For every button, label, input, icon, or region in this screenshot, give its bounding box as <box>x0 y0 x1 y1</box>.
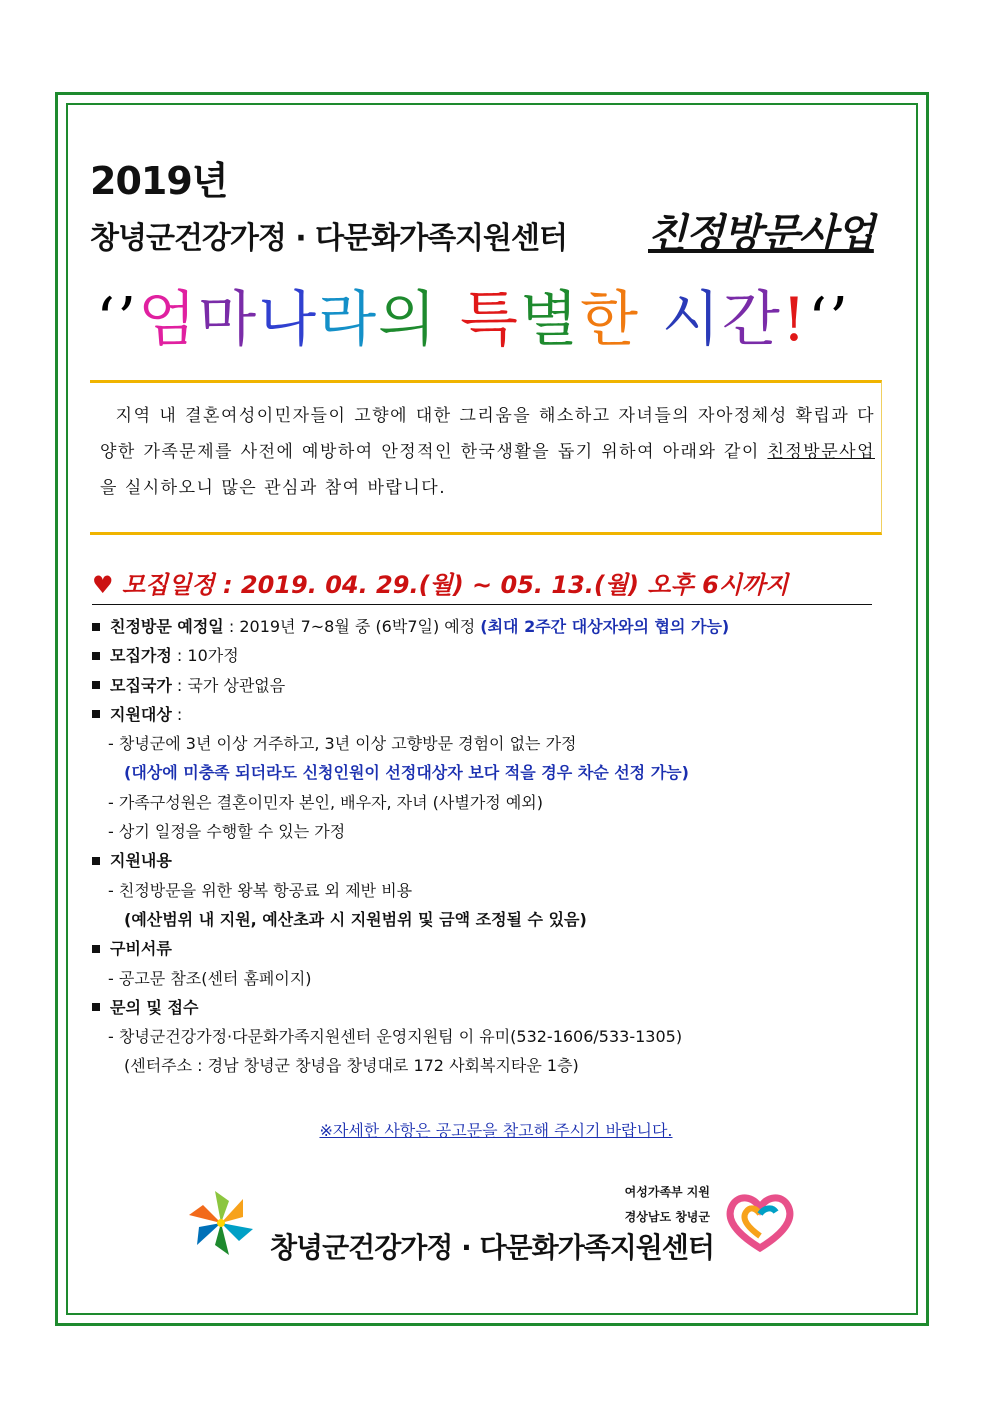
list-item: 친정방문 예정일 : 2019년 7~8월 중 (6박7일) 예정 (최대 2주간 대상자와의 협의 가능) <box>88 612 888 641</box>
reference-note: ※자세한 사항은 공고문을 참고해 주시기 바랍니다. <box>319 1121 673 1140</box>
support-text-2: 경상남도 창녕군 <box>624 1210 710 1224</box>
year-heading: 2019년 <box>90 159 228 203</box>
list-subitem: - 가족구성원은 결혼이민자 본인, 배우자, 자녀 (사별가정 예외) <box>108 792 543 812</box>
slogan-char: 라 <box>318 285 379 355</box>
list-subitem: - 친정방문을 위한 왕복 항공료 외 제반 비용 <box>108 880 413 900</box>
slogan-char: 마 <box>198 285 259 355</box>
list-item: 지원내용 <box>88 846 888 875</box>
list-item: 문의 및 접수 <box>88 993 888 1022</box>
square-bullet-icon <box>92 945 100 953</box>
list-subitem: (센터주소 : 경남 창녕군 창녕읍 창녕대로 172 사회복지타운 1층) <box>124 1056 579 1076</box>
intro-text-1: 지역 내 결혼여성이민자들이 고향에 대한 그리움을 해소하고 자녀들의 자아정체성 확립과 다양한 가족문제를 사전에 예방하여 안정적인 한국생활을 돕기 위하여 아래와 같이 <box>100 406 876 462</box>
list-item: 지원대상 : <box>88 700 888 729</box>
recruit-text: 모집일정 : 2019. 04. 29.(월) ~ 05. 13.(월) 오후 6시까지 <box>121 571 789 599</box>
list-item: 모집가정 : 10가정 <box>88 641 888 670</box>
details-list <box>88 612 888 1081</box>
slogan-char: 의 <box>378 285 438 355</box>
list-subitem: - 상기 일정을 수행할 수 있는 가정 <box>108 822 346 842</box>
intro-highlight: 친정방문사업 <box>767 442 875 462</box>
program-title: 친정방문사업 <box>648 211 874 257</box>
slogan-char <box>640 285 662 355</box>
square-bullet-icon <box>92 623 100 631</box>
slogan-char: 한 <box>579 285 640 355</box>
square-bullet-icon <box>92 710 100 718</box>
slogan-open-quote: ‘’ <box>96 285 139 355</box>
recruit-schedule <box>92 565 872 605</box>
intro-text-2: 을 실시하오니 많은 관심과 참여 바랍니다. <box>100 478 447 498</box>
list-note: (예산범위 내 지원, 예산초과 시 지원범위 및 금액 조정될 수 있음) <box>124 909 587 929</box>
list-subitem: - 창녕군건강가정·다문화가족지원센터 운영지원팀 이 유미(532-1606/533-1305) <box>108 1027 683 1047</box>
list-item: 모집국가 : 국가 상관없음 <box>88 671 888 700</box>
square-bullet-icon <box>92 857 100 865</box>
slogan-char: 나 <box>258 285 319 355</box>
list-note: (대상에 미충족 되더라도 신청인원이 선정대상자 보다 적을 경우 차순 선정 가능) <box>124 763 689 783</box>
intro-paragraph <box>100 398 875 506</box>
slogan <box>96 272 850 358</box>
slogan-char: 엄 <box>138 285 199 355</box>
slogan-char: ! <box>781 285 808 355</box>
list-subitem: - 공고문 참조(센터 홈페이지) <box>108 968 312 988</box>
heart-logo-icon <box>724 1190 796 1254</box>
square-bullet-icon <box>92 681 100 689</box>
slogan-char: 특 <box>460 285 520 355</box>
list-item: 구비서류 <box>88 934 888 963</box>
slogan-char: 간 <box>721 285 782 355</box>
slogan-close-quote: ‘’ <box>807 285 851 355</box>
slogan-char <box>438 285 460 355</box>
slogan-char: 별 <box>519 285 580 355</box>
pinwheel-logo-icon <box>186 1188 256 1258</box>
square-bullet-icon <box>92 1003 100 1011</box>
slogan-text <box>138 272 808 358</box>
center-name-heading: 창녕군건강가정 · 다문화가족지원센터 <box>90 221 567 256</box>
heart-icon: ♥ <box>92 571 114 599</box>
support-text-1: 여성가족부 지원 <box>624 1185 710 1199</box>
square-bullet-icon <box>92 652 100 660</box>
footer-center-name: 창녕군건강가정 · 다문화가족지원센터 <box>270 1231 714 1264</box>
list-subitem: - 창녕군에 3년 이상 거주하고, 3년 이상 고향방문 경험이 없는 가정 <box>108 734 577 754</box>
slogan-char: 시 <box>661 285 722 355</box>
